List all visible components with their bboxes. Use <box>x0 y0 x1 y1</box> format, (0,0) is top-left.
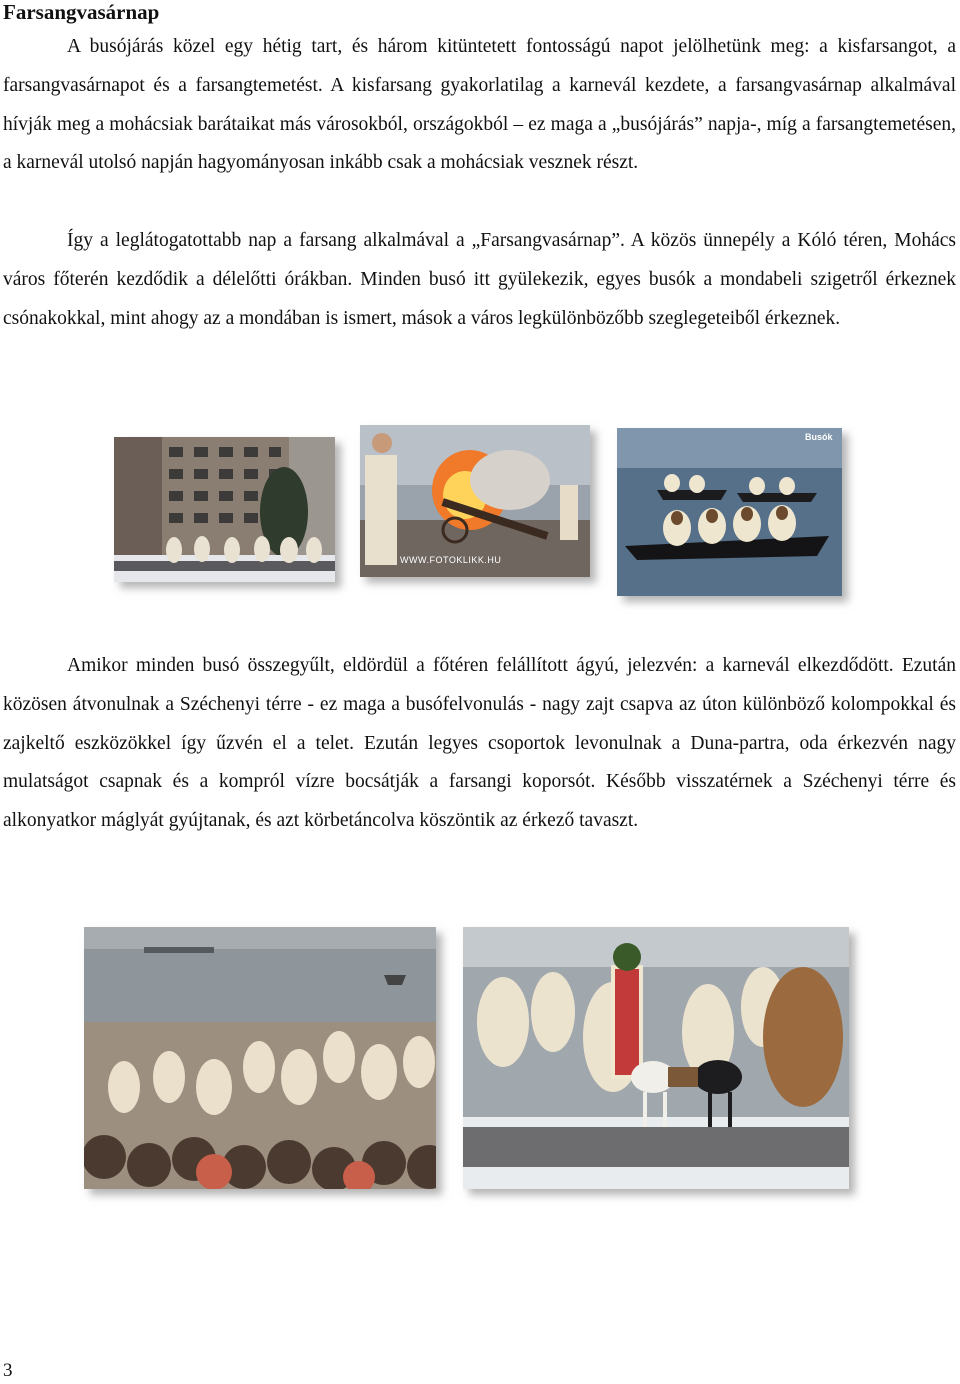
paragraph-3: Amikor minden busó összegyűlt, eldördül a főtéren felállított ágyú, jelezvén: a karnevál elkezdődött. Ezután közösen átvonulnak a Széchenyi térre - ez maga a busófelvonulás - nagy zajt csapva az úton különböző kolompokkal és zajkeltő eszközökkel így űzvén el a telet. Ezután legyes csoportok levonulnak a Duna-partra, oda érkezvén nagy mulatságot csapnak és a kompról vízre bocsátják a farsangi koporsót. Később visszatérnek a Széchenyi térre és alkonyatkor máglyát gyújtanak, és azt körbetáncolva köszöntik az érkező tavaszt. <box>3 655 956 832</box>
cannon-watermark: WWW.FOTOKLIKK.HU <box>400 555 502 565</box>
boats-caption: Busók <box>805 432 833 442</box>
page-heading: Farsangvasárnap <box>3 0 160 24</box>
photo-busos-boats <box>617 428 842 596</box>
paragraph-2: Így a leglátogatottabb nap a farsang alkalmával a „Farsangvasárnap”. A közös ünnepély a Kóló téren, Mohács város főterén kezdődik a délelőtti órákban. Minden busó itt gyülekezik, egyes busók a mondabeli szigetről érkeznek csónakokkal, mint ahogy az a mondában is ismert, mások a város legkülönbözőbb szeglegeteiből érkeznek. <box>3 230 956 329</box>
photo-crowd-danube-bank <box>84 927 436 1189</box>
photo-cannon-firing <box>360 425 590 577</box>
photo-busos-street-procession <box>114 437 335 582</box>
photo-busos-goat-cart <box>463 927 849 1189</box>
page-number: 3 <box>3 1360 13 1381</box>
paragraph-1: A busójárás közel egy hétig tart, és három kitüntetett fontosságú napot jelölhetünk meg: a kisfarsangot, a farsangvasárnapot és a farsangtemetést. A kisfarsang gyakorlatilag a karnevál kezdete, a farsangvasárnap alkalmával hívják meg a mohácsiak barátaikat más városokból, országokból – ez maga a „busójárás” napja-, míg a farsangtemetésen, a karnevál utolsó napján hagyományosan inkább csak a mohácsiak vesznek részt. <box>3 36 956 174</box>
